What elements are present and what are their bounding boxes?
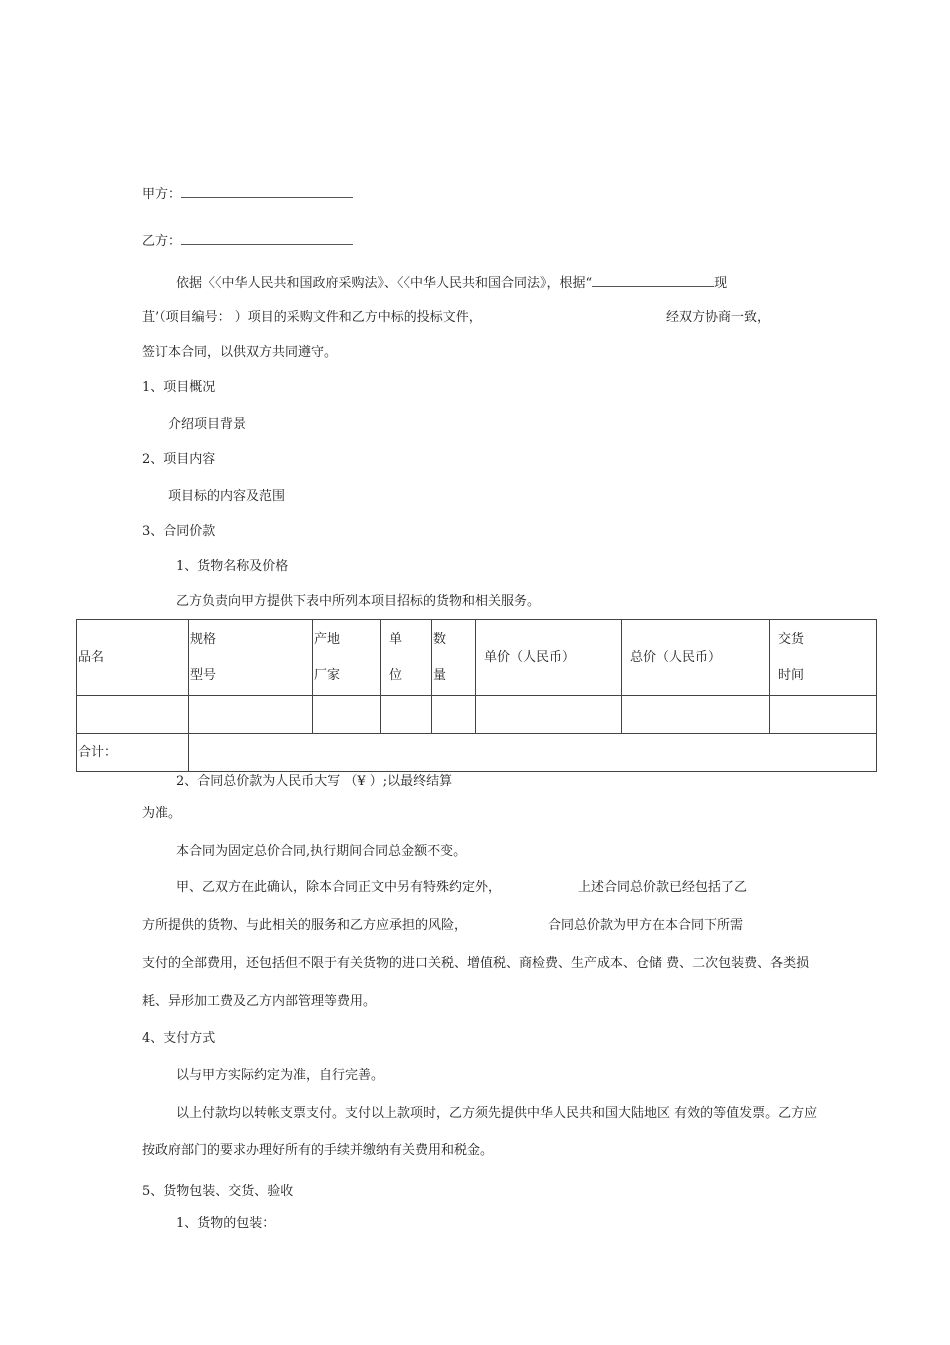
price-p2a: 方所提供的货物、与此相关的服务和乙方应承担的风险， [142,918,468,933]
section-3-intro: 乙方负责向甲方提供下表中所列本项目招标的货物和相关服务。 [176,594,541,609]
cell-origin[interactable] [313,696,381,734]
party-b-label: 乙方： [142,234,182,249]
preamble-text-1-end: 现 [714,276,728,291]
goods-table [76,619,877,772]
cell-name[interactable] [77,696,189,734]
cell-delivery[interactable] [770,696,877,734]
section-2-title: 2、项目内容 [142,452,216,467]
packing-sub-1: 1、货物的包装： [176,1216,276,1231]
header-unit: 单 位 [381,620,432,696]
preamble-line-1 [176,275,727,292]
header-total-price: 总价（人民币） [622,620,770,696]
total-label: 合计： [77,734,189,772]
party-a-label: 甲方： [142,187,182,202]
price-p1b: 上述合同总价款已经包括了乙 [578,880,748,895]
party-b-line [142,233,353,250]
preamble-text-1: 依据〈〈中华人民共和国政府采购法》、〈〈中华人民共和国合同法》，根据“ [176,276,593,291]
table-header-row [77,620,877,696]
section-3-title: 3、合同价款 [142,524,216,539]
total-value[interactable] [189,734,877,772]
section-1-title: 1、项目概况 [142,380,216,395]
section-2-body: 项目标的内容及范围 [168,489,286,504]
price-p1a: 甲、乙双方在此确认，除本合同正文中另有特殊约定外， [176,880,502,895]
header-spec: 规格 型号 [189,620,313,696]
header-name: 品名 [77,620,189,696]
section-3-sub-1: 1、货物名称及价格 [176,559,289,574]
section-1-body: 介绍项目背景 [168,417,247,432]
payment-body-2b: 按政府部门的要求办理好所有的手续并缴纳有关费用和税金。 [142,1143,494,1158]
packing-title: 5、货物包装、交货、验收 [142,1184,294,1199]
cell-qty[interactable] [432,696,476,734]
preamble-line-2b: 经双方协商一致， [666,310,771,325]
preamble-line-3: 签订本合同，以供双方共同遵守。 [142,345,338,360]
price-p4: 耗、异形加工费及乙方内部管理等费用。 [142,994,377,1009]
header-origin: 产地 厂家 [313,620,381,696]
preamble-line-2a: 苴’（项目编号： ）项目的采购文件和乙方中标的投标文件， [142,310,482,325]
party-a-line [142,186,353,203]
party-a-blank[interactable] [181,186,353,198]
price-fixed: 本合同为固定总价合同,执行期间合同总金额不变。 [176,844,467,859]
price-line-1: 2、合同总价款为人民币大写 （¥ ）;以最终结算 [176,774,453,789]
payment-body-2a: 以上付款均以转帐支票支付。支付以上款项时，乙方须先提供中华人民共和国大陆地区 有效的等值发票。乙方应 [176,1106,818,1121]
header-qty: 数 量 [432,620,476,696]
project-name-blank[interactable] [592,275,714,287]
payment-body-1: 以与甲方实际约定为准，自行完善。 [176,1068,385,1083]
cell-spec[interactable] [189,696,313,734]
price-p3: 支付的全部费用，还包括但不限于有关货物的进口关税、增值税、商检费、生产成本、仓储 费、二次包装费、各类损 [142,956,810,971]
header-delivery: 交货 时间 [770,620,877,696]
cell-unit[interactable] [381,696,432,734]
cell-total-price[interactable] [622,696,770,734]
party-b-blank[interactable] [181,233,353,245]
cell-unit-price[interactable] [476,696,622,734]
table-total-row [77,734,877,772]
table-row [77,696,877,734]
price-p2b: 合同总价款为甲方在本合同下所需 [548,918,744,933]
payment-title: 4、支付方式 [142,1031,216,1046]
price-line-2: 为准。 [142,806,182,821]
header-unit-price: 单价（人民币） [476,620,622,696]
